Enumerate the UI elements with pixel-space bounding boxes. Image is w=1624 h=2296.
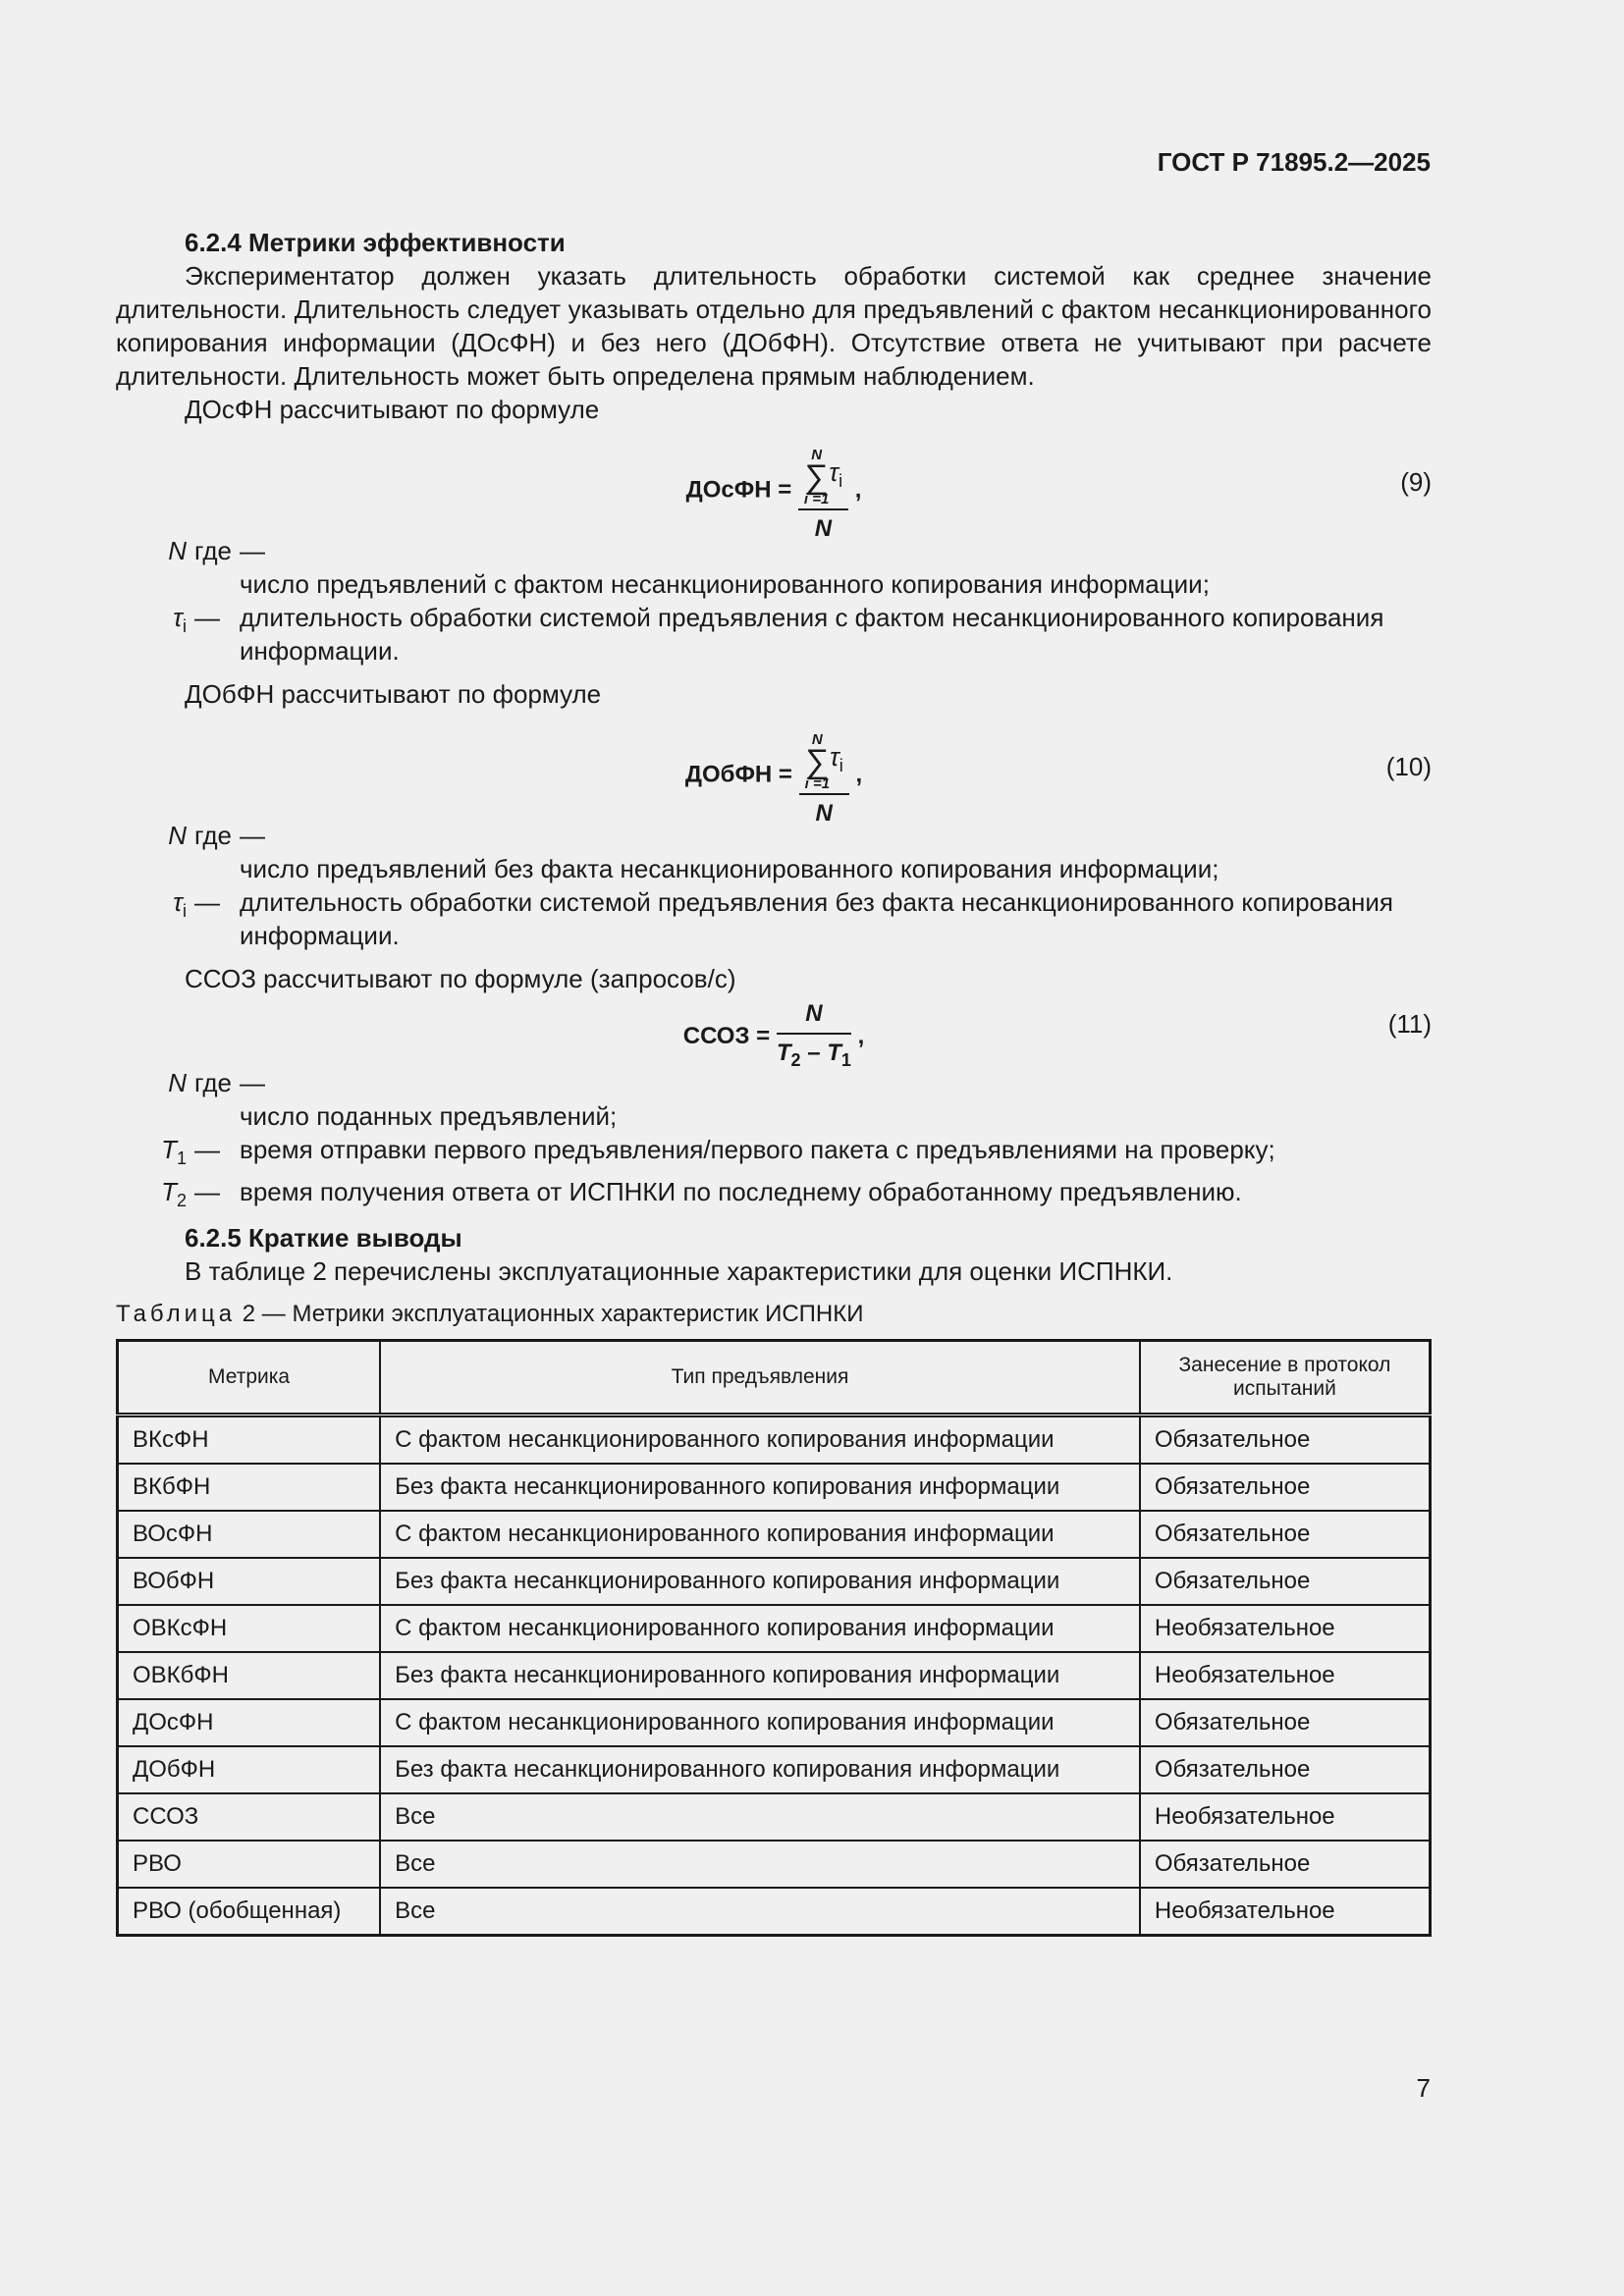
submission-type-cell: Без факта несанкционированного копирования информации <box>380 1652 1140 1699</box>
column-header: Занесение в протокол испытаний <box>1140 1341 1431 1415</box>
section-paragraph: Экспериментатор должен указать длительность обработки системой как среднее значение длительности. Длительность следует указывать отдельно для предъявлений с фактом несанкционированного копирования информации (ДОсФН) и без него (ДОбФН). Отсутствие ответа не учитывают при расчете длительности. Длительность может быть определена прямым наблюдением. <box>116 261 1432 391</box>
formula-11: ССОЗ = $\frac{N}{T_2 - T_1}$ , (11) <box>116 995 1432 1066</box>
section-paragraph: В таблице 2 перечислены эксплуатационные характеристики для оценки ИСПНКИ. <box>185 1256 1173 1287</box>
table-row <box>118 1746 1431 1793</box>
table-row <box>118 1841 1431 1888</box>
formula-10: ДОбФН = N ∑ i =1 $\tau_i$ N , (10) <box>116 711 1432 819</box>
submission-type-cell: С фактом несанкционированного копирования информации <box>380 1415 1140 1465</box>
metric-cell: ДОбФН <box>118 1746 381 1793</box>
sum-symbol: N ∑ i =1 <box>804 731 831 792</box>
table-row <box>118 1793 1431 1841</box>
protocol-entry-cell: Обязательное <box>1140 1558 1431 1605</box>
metric-cell: ОВКбФН <box>118 1652 381 1699</box>
column-header: Тип предъявления <box>380 1341 1140 1415</box>
formula-10-legend: где N — число предъявлений без факта несанкционированного копирования информации; $\tau_i$ — длительность обработки системой предъявления без факта несанкционированного копирования информации. <box>168 821 1393 950</box>
table-row <box>118 1511 1431 1558</box>
page-number: 7 <box>1416 2073 1431 2103</box>
submission-type-cell: Все <box>380 1888 1140 1936</box>
submission-type-cell: Все <box>380 1793 1140 1841</box>
column-header: Метрика <box>118 1341 381 1415</box>
table-row <box>118 1652 1431 1699</box>
protocol-entry-cell: Необязательное <box>1140 1793 1431 1841</box>
protocol-entry-cell: Обязательное <box>1140 1841 1431 1888</box>
protocol-entry-cell: Обязательное <box>1140 1511 1431 1558</box>
table-row <box>118 1699 1431 1746</box>
metric-cell: ВОбФН <box>118 1558 381 1605</box>
protocol-entry-cell: Необязательное <box>1140 1605 1431 1652</box>
formula-9-legend: где N — число предъявлений с фактом несанкционированного копирования информации; $\tau_i$ — длительность обработки системой предъявления с фактом несанкционированного копирования информации. <box>168 536 1384 666</box>
section-heading-6-2-5: 6.2.5 Краткие выводы <box>185 1223 462 1254</box>
submission-type-cell: С фактом несанкционированного копирования информации <box>380 1605 1140 1652</box>
page-content <box>116 226 1432 1937</box>
formula-lhs: ДОбФН = <box>684 761 792 788</box>
table-caption: Таблица 2 — Метрики эксплуатационных характеристик ИСПНКИ <box>116 1301 864 1328</box>
metric-cell: ВКсФН <box>118 1415 381 1465</box>
metric-cell: РВО (обобщенная) <box>118 1888 381 1936</box>
submission-type-cell: Без факта несанкционированного копирования информации <box>380 1746 1140 1793</box>
formula-fraction: N ∑ i =1 $\tau_i$ N <box>799 721 849 830</box>
metric-cell: ВОсФН <box>118 1511 381 1558</box>
metric-cell: РВО <box>118 1841 381 1888</box>
protocol-entry-cell: Обязательное <box>1140 1746 1431 1793</box>
table-row <box>118 1464 1431 1511</box>
submission-type-cell: Без факта несанкционированного копирования информации <box>380 1464 1140 1511</box>
table-row <box>118 1605 1431 1652</box>
table-header-row <box>118 1341 1431 1415</box>
protocol-entry-cell: Необязательное <box>1140 1652 1431 1699</box>
formula-number: (10) <box>1385 752 1432 781</box>
submission-type-cell: Без факта несанкционированного копирования информации <box>380 1558 1140 1605</box>
metrics-table <box>116 1339 1432 1937</box>
section-heading-6-2-4: 6.2.4 Метрики эффективности <box>185 228 566 257</box>
formula-intro: ДОсФН рассчитывают по формуле <box>185 395 600 424</box>
metric-cell: ДОсФН <box>118 1699 381 1746</box>
formula-lhs: ДОсФН = <box>685 476 792 504</box>
formula-intro: ССОЗ рассчитывают по формуле (запросов/с) <box>185 964 736 993</box>
protocol-entry-cell: Обязательное <box>1140 1464 1431 1511</box>
table-row <box>118 1558 1431 1605</box>
submission-type-cell: Все <box>380 1841 1140 1888</box>
formula-number: (11) <box>1387 1009 1432 1039</box>
formula-number: (9) <box>1400 467 1432 497</box>
formula-fraction: N ∑ i =1 $\tau_i$ N <box>798 436 848 546</box>
table-row <box>118 1888 1431 1936</box>
protocol-entry-cell: Обязательное <box>1140 1415 1431 1465</box>
protocol-entry-cell: Необязательное <box>1140 1888 1431 1936</box>
formula-11-legend: где N — число поданных предъявлений; $T_1$ — время отправки первого предъявления/первого пакета с предъявлениями на проверку; $T_2$ — время получения ответа от ИСПНКИ по последнему обработанному предъявлению. <box>161 1068 1275 1211</box>
formula-9: ДОсФН = N ∑ i =1 $\tau_i$ N , (9) <box>116 426 1432 534</box>
formula-intro: ДОбФН рассчитывают по формуле <box>185 679 602 709</box>
metric-cell: ОВКсФН <box>118 1605 381 1652</box>
table-row <box>118 1415 1431 1465</box>
submission-type-cell: С фактом несанкционированного копирования информации <box>380 1699 1140 1746</box>
metric-cell: ССОЗ <box>118 1793 381 1841</box>
standard-number: ГОСТ Р 71895.2—2025 <box>1157 147 1431 177</box>
submission-type-cell: С фактом несанкционированного копирования информации <box>380 1511 1140 1558</box>
formula-fraction: $\frac{N}{T_2 - T_1}$ <box>777 997 851 1077</box>
metric-cell: ВКбФН <box>118 1464 381 1511</box>
sum-symbol: N ∑ i =1 <box>803 447 830 507</box>
formula-lhs: ССОЗ = <box>682 1022 771 1049</box>
protocol-entry-cell: Обязательное <box>1140 1699 1431 1746</box>
